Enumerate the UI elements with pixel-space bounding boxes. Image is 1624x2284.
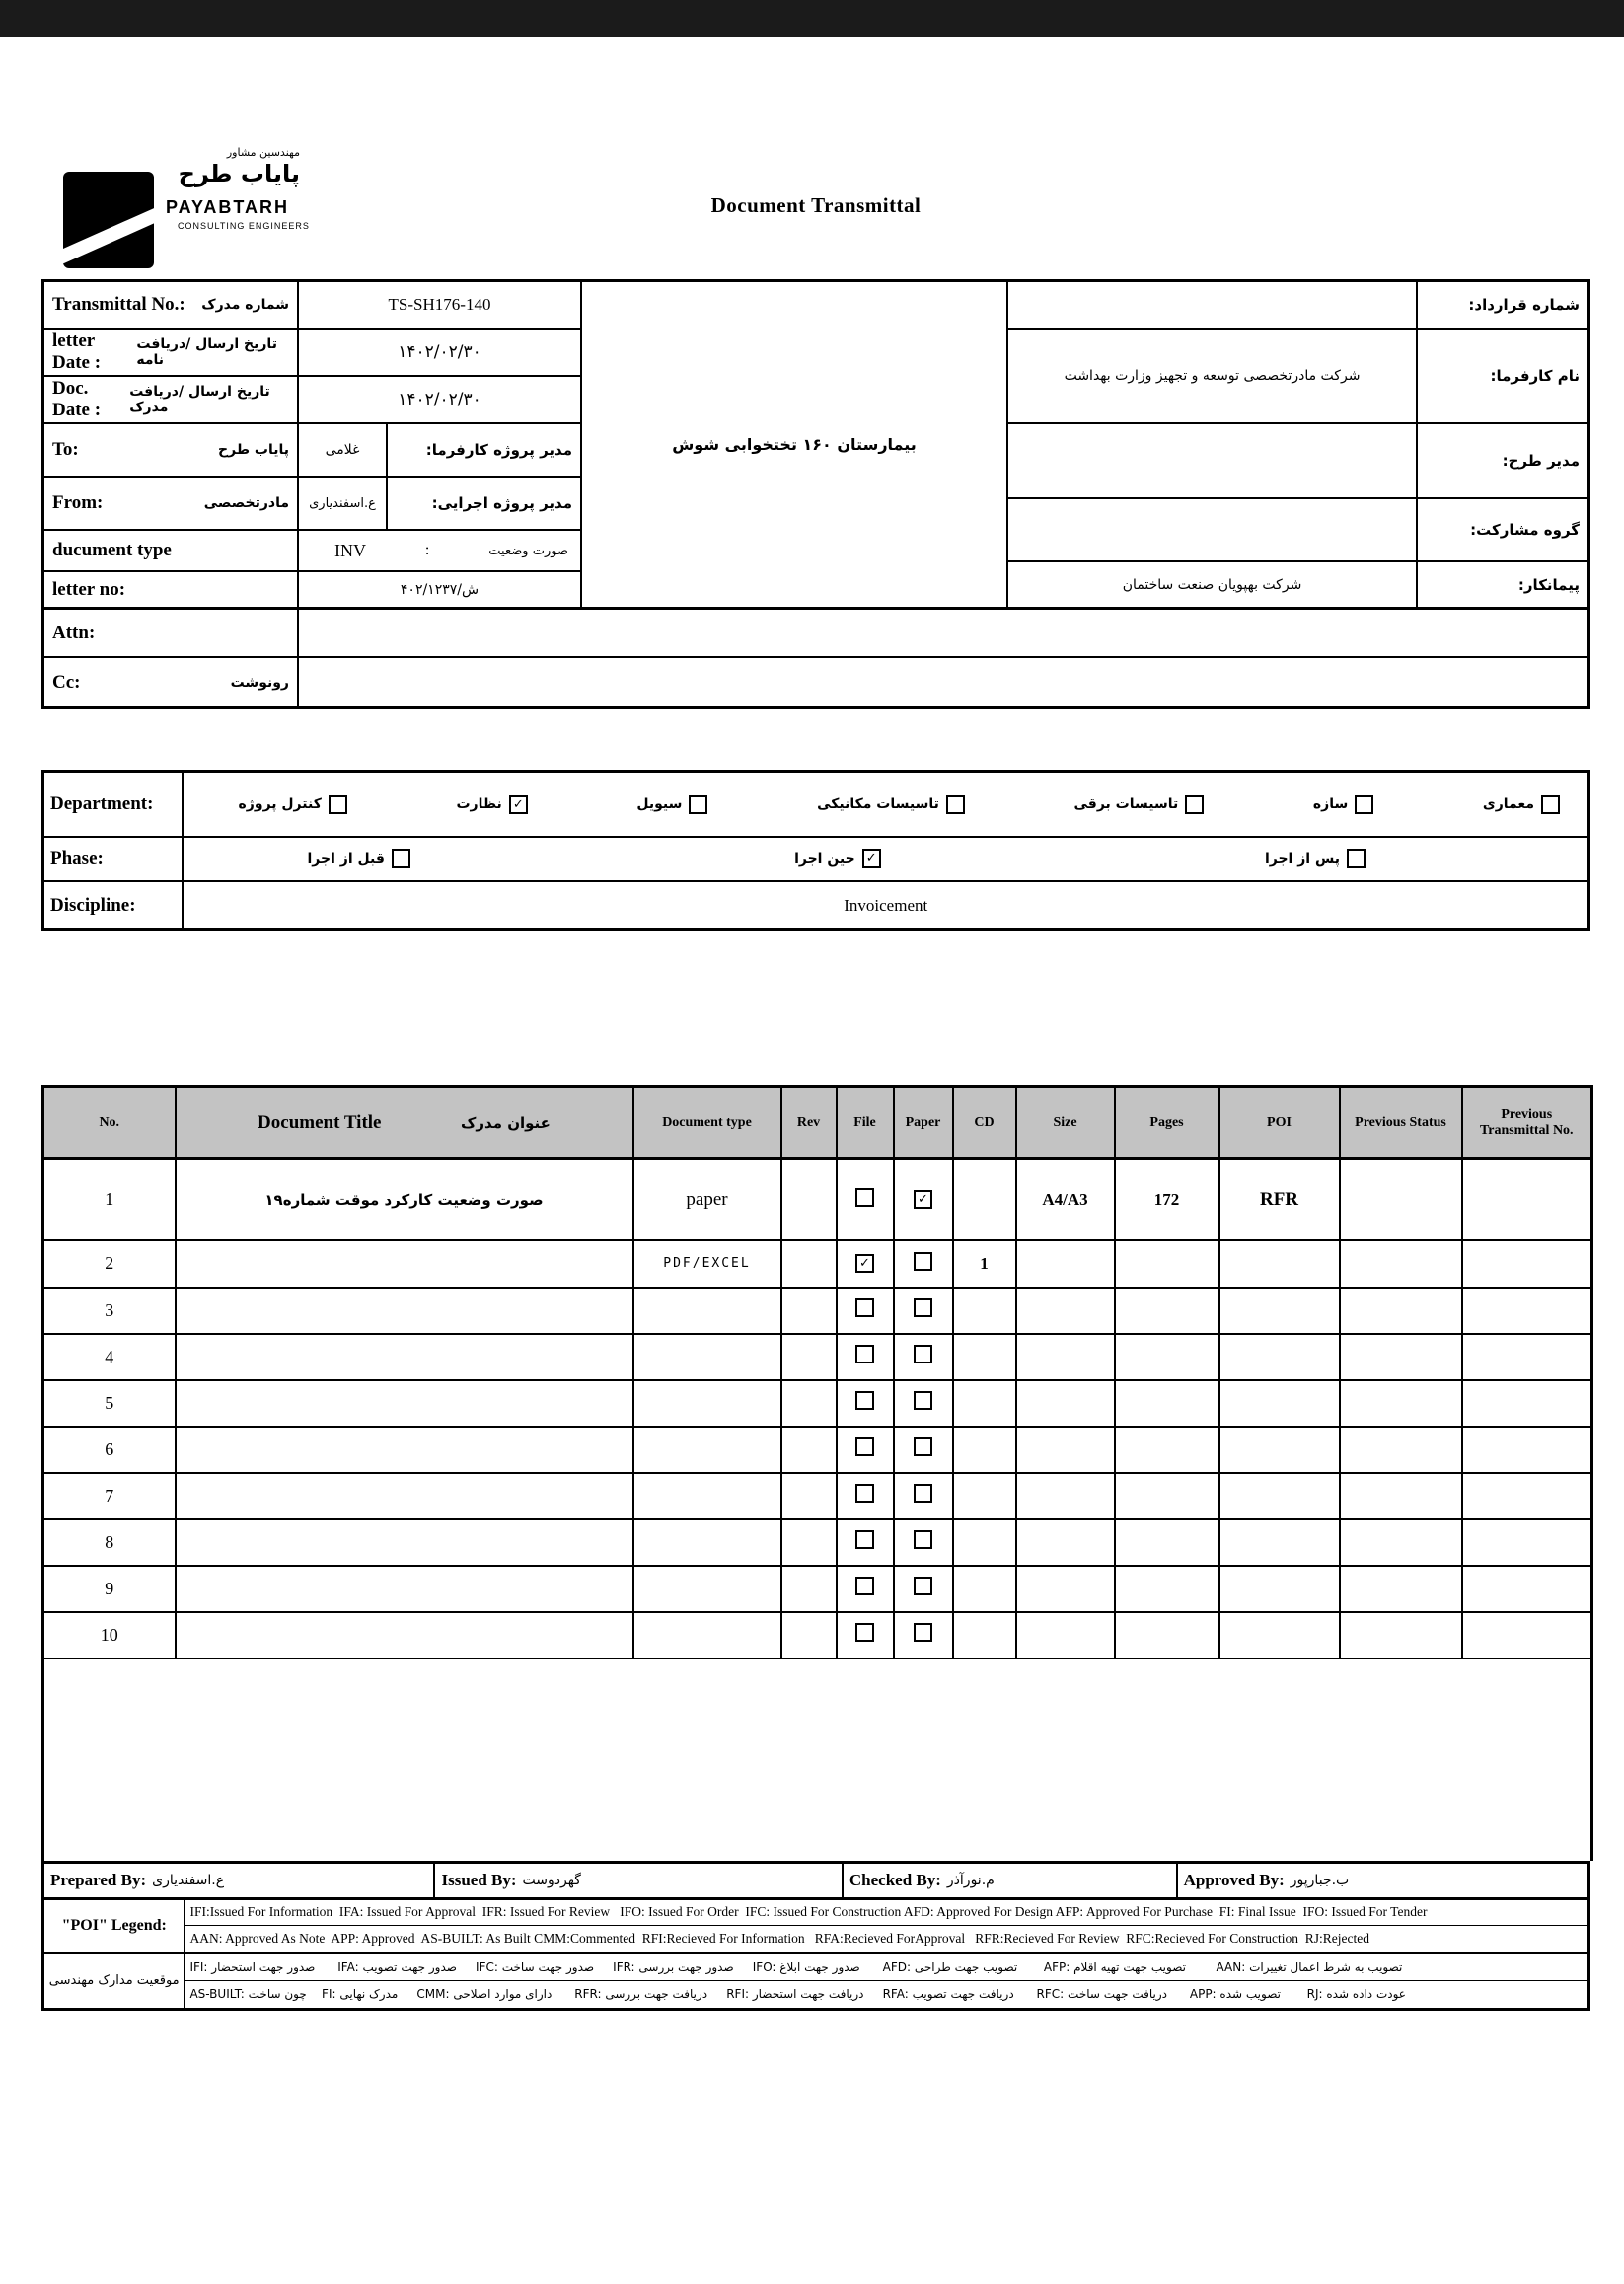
poi-cell: [1219, 1519, 1340, 1566]
from-label: From:: [52, 492, 104, 513]
department-label: Department:: [44, 773, 184, 836]
doc-date-row: [44, 377, 582, 424]
logo-en-name: PAYABTARH: [166, 197, 290, 217]
pages-cell: [1115, 1380, 1219, 1427]
size-cell: [1016, 1427, 1115, 1473]
client-row: [1008, 330, 1587, 424]
previous-transmittal-cell: [1462, 1240, 1592, 1288]
document-title: [176, 1380, 633, 1427]
file-cell: [837, 1519, 894, 1566]
document-title: [176, 1334, 633, 1380]
previous-transmittal-cell: [1462, 1473, 1592, 1519]
pages-cell: [1115, 1612, 1219, 1658]
rev-cell: [781, 1519, 837, 1566]
logo-fa-name: پایاب طرح: [178, 160, 300, 187]
table-row: [43, 1473, 1592, 1519]
poi-cell: [1219, 1566, 1340, 1612]
top-bar: [0, 0, 1624, 37]
table-row: [43, 1566, 1592, 1612]
cd-cell: [953, 1159, 1016, 1240]
paper-cell: [894, 1519, 953, 1566]
checkbox-icon[interactable]: [689, 795, 707, 814]
prepared-by-cell: Prepared By: ع.اسفندیاری: [44, 1864, 435, 1897]
paper-cell: [894, 1334, 953, 1380]
previous-status-cell: [1340, 1427, 1462, 1473]
to-label: To:: [52, 439, 79, 460]
paper-checkbox[interactable]: [914, 1530, 932, 1549]
size-cell: [1016, 1288, 1115, 1334]
cd-cell: [953, 1334, 1016, 1380]
poi-cell: RFR: [1219, 1159, 1340, 1240]
size-cell: A4/A3: [1016, 1159, 1115, 1240]
col-title: Document Title عنوان مدرک: [176, 1087, 633, 1159]
paper-checkbox[interactable]: [914, 1298, 932, 1317]
document-type: [633, 1380, 781, 1427]
poi-legend-fa-line1: IFI: صدور جهت استحضار IFA: صدور جهت تصویب IFC: صدور جهت ساخت IFR: صدور جهت بررسی IFO: صدور جهت ابلاغ AFD: تصویب جهت طراحی AFP: تصویب جهت تهیه اقلام AAN: تصویب به شرط اعمال تغییرات: [185, 1954, 1587, 1981]
pages-cell: [1115, 1427, 1219, 1473]
table-empty-area: [43, 1658, 1592, 1861]
paper-checkbox[interactable]: ✓: [914, 1190, 932, 1209]
letter-date-value: ۱۴۰۲/۰۲/۳۰: [299, 330, 582, 375]
previous-transmittal-cell: [1462, 1612, 1592, 1658]
table-row: [43, 1519, 1592, 1566]
contract-no-value: [1008, 282, 1418, 328]
paper-checkbox[interactable]: [914, 1252, 932, 1271]
department-option-civil[interactable]: سیویل: [636, 795, 707, 814]
poi-legend-fa-label: موقعیت مدارک مهندسی: [48, 1973, 180, 1988]
file-checkbox[interactable]: [855, 1188, 874, 1207]
size-cell: [1016, 1380, 1115, 1427]
previous-transmittal-cell: [1462, 1159, 1592, 1240]
transmittal-no-label-fa: شماره مدرک: [201, 297, 289, 313]
attn-label: Attn:: [52, 622, 96, 643]
checkbox-icon[interactable]: [329, 795, 347, 814]
document-type-fa: صورت وضعیت: [488, 543, 568, 558]
attn-value: [299, 610, 1587, 656]
pages-cell: 172: [1115, 1159, 1219, 1240]
previous-status-cell: [1340, 1566, 1462, 1612]
rev-cell: [781, 1473, 837, 1519]
approved-by-cell: Approved By: ب.جبارپور: [1183, 1870, 1350, 1889]
paper-cell: [894, 1240, 953, 1288]
file-checkbox[interactable]: [855, 1530, 874, 1549]
checkbox-checked-icon[interactable]: ✓: [862, 849, 881, 868]
col-rev: Rev: [781, 1087, 837, 1159]
pages-cell: [1115, 1519, 1219, 1566]
document-type: paper: [633, 1159, 781, 1240]
from-role-label: مدیر پروژه اجرایی:: [388, 478, 582, 529]
rev-cell: [781, 1380, 837, 1427]
row-no: 6: [43, 1427, 176, 1473]
previous-transmittal-cell: [1462, 1519, 1592, 1566]
signature-row: [44, 1864, 1587, 1900]
checkbox-icon[interactable]: [1355, 795, 1373, 814]
paper-checkbox[interactable]: [914, 1484, 932, 1503]
cd-cell: [953, 1288, 1016, 1334]
file-checkbox[interactable]: [855, 1437, 874, 1456]
checkbox-icon[interactable]: [392, 849, 410, 868]
col-no: No.: [43, 1087, 176, 1159]
poi-cell: [1219, 1473, 1340, 1519]
rev-cell: [781, 1427, 837, 1473]
document-type: [633, 1519, 781, 1566]
poi-cell: [1219, 1334, 1340, 1380]
pages-cell: [1115, 1473, 1219, 1519]
pages-cell: [1115, 1566, 1219, 1612]
file-checkbox[interactable]: [855, 1484, 874, 1503]
file-checkbox[interactable]: [855, 1298, 874, 1317]
previous-transmittal-cell: [1462, 1566, 1592, 1612]
size-cell: [1016, 1519, 1115, 1566]
previous-transmittal-cell: [1462, 1427, 1592, 1473]
cc-label: Cc:: [52, 671, 81, 693]
letter-no-value: ۴۰۲/۱۲۳۷/ش: [299, 572, 582, 607]
file-cell: [837, 1240, 894, 1288]
document-title: [176, 1473, 633, 1519]
col-paper: Paper: [894, 1087, 953, 1159]
document-title: [176, 1288, 633, 1334]
cd-cell: [953, 1473, 1016, 1519]
file-checkbox[interactable]: [855, 1623, 874, 1642]
row-no: 2: [43, 1240, 176, 1288]
table-row: [43, 1240, 1592, 1288]
phase-option-before[interactable]: قبل از اجرا: [307, 849, 409, 868]
col-previous-transmittal: Previous Transmittal No.: [1462, 1087, 1592, 1159]
paper-checkbox[interactable]: [914, 1391, 932, 1410]
to-company: پایاب طرح: [218, 442, 289, 458]
row-no: 5: [43, 1380, 176, 1427]
cd-cell: [953, 1380, 1016, 1427]
document-type-separator: :: [424, 542, 430, 558]
poi-legend-fa: [44, 1954, 1587, 2008]
letter-no-row: [44, 572, 582, 607]
previous-status-cell: [1340, 1612, 1462, 1658]
document-type: [633, 1473, 781, 1519]
size-cell: [1016, 1240, 1115, 1288]
document-type-row: [44, 531, 582, 572]
document-title: [176, 1519, 633, 1566]
department-option-nezarat[interactable]: ✓ نظارت: [456, 795, 527, 814]
attn-row: [44, 610, 1587, 658]
to-role-label: مدیر پروژه کارفرما:: [388, 424, 582, 476]
issued-by-name: گهردوست: [522, 1872, 581, 1888]
row-no: 10: [43, 1612, 176, 1658]
info-table: [41, 279, 1590, 709]
department-option-electrical[interactable]: تاسیسات برقی: [1074, 795, 1205, 814]
document-title: [176, 1240, 633, 1288]
previous-status-cell: [1340, 1380, 1462, 1427]
contract-no-label: شماره قرارداد:: [1468, 296, 1580, 314]
phase-row: [44, 838, 1587, 882]
poi-cell: [1219, 1240, 1340, 1288]
row-no: 9: [43, 1566, 176, 1612]
col-cd: CD: [953, 1087, 1016, 1159]
documents-table: [41, 1085, 1593, 1861]
letter-date-row: [44, 330, 582, 377]
paper-cell: [894, 1159, 953, 1240]
logo-en-subtitle: CONSULTING ENGINEERS: [178, 221, 310, 231]
poi-legend-en-line1: IFI:Issued For Information IFA: Issued For Approval IFR: Issued For Review IFO: Issued For Order IFC: Issued For Construction AFD: Approved For Design AFP: Approved For Purchase FI: Final Issue IFO: Issued For Tender: [185, 1900, 1587, 1926]
document-type: [633, 1566, 781, 1612]
document-title: [176, 1566, 633, 1612]
previous-status-cell: [1340, 1240, 1462, 1288]
transmittal-no-label-en: Transmittal No.:: [52, 294, 185, 315]
row-no: 3: [43, 1288, 176, 1334]
contractor-value: شرکت بهپویان صنعت ساختمان: [1008, 562, 1418, 607]
document-type: [633, 1334, 781, 1380]
department-row: [44, 773, 1587, 838]
paper-cell: [894, 1380, 953, 1427]
poi-legend-en-line2: AAN: Approved As Note APP: Approved AS-BUILT: As Built CMM:Commented RFI:Recieved For Information RFA:Recieved ForApproval RFR:Recieved For Review RFC:Recieved For Construction RJ:Rejected: [189, 1930, 1369, 1946]
document-title: [176, 1427, 633, 1473]
table-header-row: [43, 1087, 1592, 1159]
table-row: [43, 1612, 1592, 1658]
previous-status-cell: [1340, 1519, 1462, 1566]
to-row: [44, 424, 582, 478]
document-type: PDF/EXCEL: [633, 1240, 781, 1288]
discipline-value: Invoicement: [844, 895, 928, 915]
document-type-label: ducument type: [52, 540, 172, 560]
size-cell: [1016, 1612, 1115, 1658]
rev-cell: [781, 1288, 837, 1334]
file-cell: [837, 1159, 894, 1240]
poi-cell: [1219, 1612, 1340, 1658]
cd-cell: [953, 1519, 1016, 1566]
rev-cell: [781, 1612, 837, 1658]
client-label: نام کارفرما:: [1490, 367, 1580, 385]
row-no: 1: [43, 1159, 176, 1240]
doc-date-label-fa: تاریخ ارسال /دریافت مدرک: [129, 384, 270, 415]
table-row: [43, 1427, 1592, 1473]
contractor-label: پیمانکار:: [1517, 575, 1580, 594]
cc-value: [299, 658, 1587, 706]
transmittal-no-value: TS-SH176-140: [299, 282, 582, 328]
client-value: شرکت مادرتخصصی توسعه و تجهیز وزارت بهداشت: [1008, 330, 1418, 422]
previous-transmittal-cell: [1462, 1334, 1592, 1380]
phase-option-during[interactable]: ✓ حین اجرا: [794, 849, 881, 868]
document-title: [176, 1612, 633, 1658]
from-company: مادرتخصصی: [203, 495, 289, 511]
row-no: 7: [43, 1473, 176, 1519]
checkbox-icon[interactable]: [1541, 795, 1560, 814]
jv-group-row: [1008, 499, 1587, 562]
row-no: 4: [43, 1334, 176, 1380]
cc-row: [44, 658, 1587, 706]
page-title: Document Transmittal: [710, 193, 922, 217]
file-checkbox[interactable]: ✓: [855, 1254, 874, 1273]
pages-cell: [1115, 1334, 1219, 1380]
checkbox-icon[interactable]: [1185, 795, 1204, 814]
checkbox-icon[interactable]: [1347, 849, 1366, 868]
checked-by-cell: Checked By: م.نورآذر: [844, 1864, 1178, 1897]
file-cell: [837, 1288, 894, 1334]
cd-cell: [953, 1427, 1016, 1473]
rev-cell: [781, 1240, 837, 1288]
checkbox-checked-icon[interactable]: ✓: [509, 795, 528, 814]
paper-cell: [894, 1612, 953, 1658]
document-type-value: INV: [334, 540, 366, 560]
letter-date-label-en: letter Date :: [52, 331, 102, 373]
document-type: [633, 1288, 781, 1334]
phase-label: Phase:: [44, 838, 184, 880]
col-pages: Pages: [1115, 1087, 1219, 1159]
checkbox-icon[interactable]: [946, 795, 965, 814]
table-row: [43, 1159, 1592, 1240]
design-manager-value: [1008, 424, 1418, 497]
file-cell: [837, 1473, 894, 1519]
rev-cell: [781, 1566, 837, 1612]
col-size: Size: [1016, 1087, 1115, 1159]
paper-cell: [894, 1566, 953, 1612]
jv-group-label: گروه مشارکت:: [1470, 521, 1580, 539]
poi-cell: [1219, 1427, 1340, 1473]
letter-date-label-fa: تاریخ ارسال /دریافت نامه: [136, 336, 277, 368]
paper-cell: [894, 1288, 953, 1334]
paper-checkbox[interactable]: [914, 1345, 932, 1363]
col-previous-status: Previous Status: [1340, 1087, 1462, 1159]
paper-cell: [894, 1473, 953, 1519]
document-type: [633, 1612, 781, 1658]
previous-status-cell: [1340, 1473, 1462, 1519]
row-no: 8: [43, 1519, 176, 1566]
file-cell: [837, 1612, 894, 1658]
design-manager-row: [1008, 424, 1587, 499]
prepared-by-name: ع.اسفندیاری: [152, 1872, 225, 1888]
design-manager-label: مدیر طرح:: [1502, 452, 1580, 470]
file-cell: [837, 1566, 894, 1612]
file-checkbox[interactable]: [855, 1345, 874, 1363]
cd-cell: [953, 1566, 1016, 1612]
size-cell: [1016, 1334, 1115, 1380]
department-option-memari[interactable]: معماری: [1483, 795, 1560, 814]
document-type: [633, 1427, 781, 1473]
poi-legend: [44, 1900, 1587, 1954]
file-cell: [837, 1427, 894, 1473]
cd-cell: 1: [953, 1240, 1016, 1288]
logo-fa-small: مهندسین مشاور: [226, 146, 300, 159]
paper-checkbox[interactable]: [914, 1577, 932, 1595]
form-footer: [41, 1861, 1590, 2011]
rev-cell: [781, 1334, 837, 1380]
table-row: [43, 1288, 1592, 1334]
department-option-sazeh[interactable]: سازه: [1313, 795, 1373, 814]
from-row: [44, 478, 582, 531]
previous-status-cell: [1340, 1288, 1462, 1334]
poi-cell: [1219, 1288, 1340, 1334]
to-person: غلامی: [299, 424, 388, 476]
letter-no-label: letter no:: [52, 578, 126, 600]
document-title: صورت وضعیت کارکرد موقت شماره۱۹: [176, 1159, 633, 1240]
previous-transmittal-cell: [1462, 1288, 1592, 1334]
file-cell: [837, 1380, 894, 1427]
cc-label-fa: رونوشت: [230, 674, 289, 691]
discipline-row: [44, 882, 1587, 928]
department-option-mechanical[interactable]: تاسیسات مکانیکی: [817, 795, 965, 814]
contract-no-row: [1008, 282, 1587, 330]
col-poi: POI: [1219, 1087, 1340, 1159]
col-file: File: [837, 1087, 894, 1159]
previous-status-cell: [1340, 1334, 1462, 1380]
file-cell: [837, 1334, 894, 1380]
previous-transmittal-cell: [1462, 1380, 1592, 1427]
pages-cell: [1115, 1288, 1219, 1334]
classification-table: [41, 770, 1590, 931]
poi-cell: [1219, 1380, 1340, 1427]
transmittal-no-row: [44, 282, 582, 330]
previous-status-cell: [1340, 1159, 1462, 1240]
cd-cell: [953, 1612, 1016, 1658]
size-cell: [1016, 1473, 1115, 1519]
issued-by-cell: Issued By: گهردوست: [435, 1864, 843, 1897]
document-header: [41, 37, 1590, 279]
pages-cell: [1115, 1240, 1219, 1288]
size-cell: [1016, 1566, 1115, 1612]
file-checkbox[interactable]: [855, 1577, 874, 1595]
table-row: [43, 1334, 1592, 1380]
discipline-label: Discipline:: [44, 882, 184, 928]
rev-cell: [781, 1159, 837, 1240]
doc-date-label-en: Doc. Date :: [52, 378, 102, 420]
checked-by-name: م.نورآذر: [946, 1872, 995, 1888]
col-document-type: Document type: [633, 1087, 781, 1159]
jv-group-value: [1008, 499, 1418, 560]
phase-option-after[interactable]: پس از اجرا: [1265, 849, 1366, 868]
poi-legend-label: "POI" Legend:: [61, 1916, 167, 1934]
department-option-project-control[interactable]: کنترل پروژه: [239, 795, 347, 814]
paper-cell: [894, 1427, 953, 1473]
contractor-row: [1008, 562, 1587, 607]
logo-mark-icon: [63, 172, 154, 268]
table-row: [43, 1380, 1592, 1427]
poi-legend-fa-line2: AS-BUILT: چون ساخت FI: مدرک نهایی CMM: دارای موارد اصلاحی RFR: دریافت جهت بررسی RFI: دریافت جهت استحضار RFA: دریافت جهت تصویب RFC: دریافت جهت ساخت APP: تصویب شده RJ: عودت داده شده: [189, 1987, 1406, 2001]
paper-checkbox[interactable]: [914, 1623, 932, 1642]
paper-checkbox[interactable]: [914, 1437, 932, 1456]
file-checkbox[interactable]: [855, 1391, 874, 1410]
from-person: ع.اسفندیاری: [299, 478, 388, 529]
doc-date-value: ۱۴۰۲/۰۲/۳۰: [299, 377, 582, 422]
project-name: بیمارستان ۱۶۰ تختخوابی شوش: [582, 282, 1008, 607]
approved-by-name: ب.جبارپور: [1290, 1872, 1350, 1888]
